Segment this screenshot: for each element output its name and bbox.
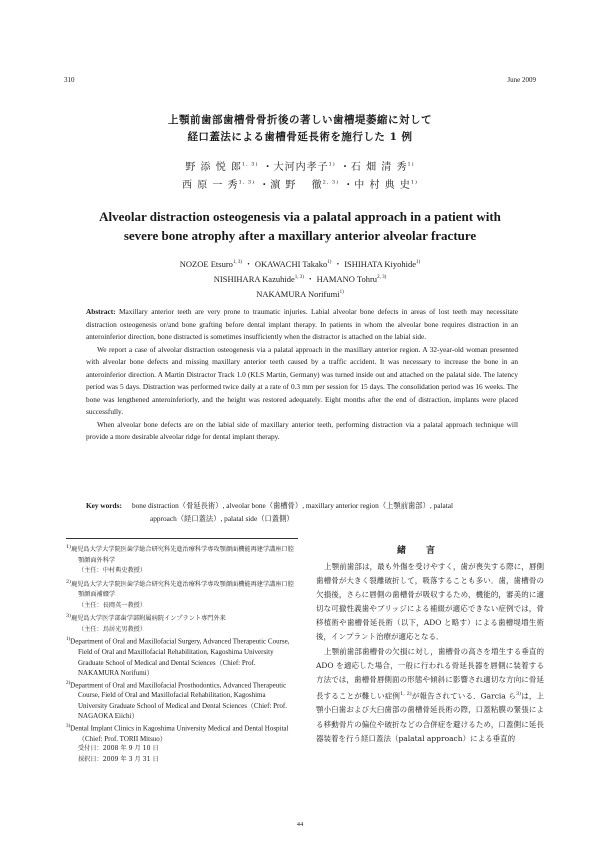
affiliation-en-1: $^{1)}$Department of Oral and Maxillofacial Surgery, Advanced Therapeutic Course, Field of Oral and Maxillofacial Rehabilitation, Kagoshima University Graduate School of Medical and Dental Sciences（Chief: Prof. NAKAMURA Norifumi） <box>66 637 290 678</box>
author-name: ・ HAMANO Tohru <box>306 273 378 284</box>
abstract-paragraph-2: We report a case of alveolar distraction osteogenesis via a palatal approach in the maxillary anterior region. A 32-year-old woman presented with alveolar bone defects and missing maxillary anterior teeth caused by a traffic accident. It was necessary to increase the bone in an anteroinferior direction. A Martin Distractor Track 1.0 (KLS Martin, Germany) was turned inside out and attached on the palatal side. The latency period was 5 days. Distraction was performed twice daily at a rate of 0.3 mm per session for 15 days. The consolidation period was 16 weeks. The bone was lengthened anteroinferiorly, and the height was restored adequately. Eight months after the end of distraction, implants were placed successfully. <box>86 344 518 416</box>
affiliations <box>66 542 296 765</box>
en-authors-line-3 <box>0 286 600 301</box>
affiliation-en-2: $^{2)}$Department of Oral and Maxillofacial Prosthodontics, Advanced Therapeutic Course, Field of Oral and Maxillofacial Rehabilitation, Kagoshima University Graduate School of Medical and Dental Sciences（Chief: Prof. NAGAOKA Eiichi） <box>66 680 287 721</box>
author-affil: 1, 3) <box>241 161 259 168</box>
body-paragraph-1: 上顎前歯部は，最も外傷を受けやすく，歯が喪失する際に，唇側歯槽骨が大きく裂離破折して，吸落することも多い．歯，歯槽骨の欠損後，さらに唇側の歯槽骨が吸収するため，機能的，審美的に適切な可撤性義歯やブリッジによる補綴が適応できない症例では，骨移植術や歯槽骨延長術（以下，ADO と略す）による歯槽堤増生術後，インプラント治療が適応となる． <box>316 562 544 642</box>
keywords <box>86 500 518 525</box>
en-title-line-2: severe bone atrophy after a maxillary anterior alveolar fracture <box>123 228 477 243</box>
author-affil: 1, 3) <box>238 179 256 186</box>
author-affil: 1, 3) <box>232 260 243 265</box>
abstract-paragraph-1: Maxillary anterior teeth are very prone to traumatic injuries. Labial alveolar bone defects in areas of lost teeth may necessitate distraction osteogenesis or/and bone grafting before dental implant therapy. In patients in whom the alveolar bone requires distraction in an anteroinferior direction, bone distracted is sometimes insufficiently when the distractor is attached on the labial side. <box>86 307 518 341</box>
author-affil: 1) <box>339 289 344 295</box>
body-text <box>316 560 544 746</box>
author-name: NAKAMURA Norifumi <box>256 288 340 299</box>
author-name: NISHIHARA Kazuhide <box>213 273 295 284</box>
author-name: ・中 村 典 史 <box>343 180 411 191</box>
keywords-line-2: approach（経口蓋法）, palatal side（口蓋側） <box>150 513 294 523</box>
jp-authors-line-2 <box>0 176 600 191</box>
en-authors-line-1 <box>0 256 600 271</box>
jp-title-line-1: 上顎前歯部歯槽骨骨折後の著しい歯槽堤萎縮に対して <box>168 114 432 126</box>
affiliation-jp-1-chief: （主任：中村典史教授） <box>78 567 147 575</box>
body-paragraph-2: 上顎前歯部歯槽骨の欠損に対し，歯槽骨の高さを増生する垂直的 ADO を適応した場合，一般に行われる骨延長器を唇側に装着する方法では，歯槽骨唇側面の形態や傾斜に影響され適切な方向に骨延長することが難しい症例$^{1, 2)}$が報告されている．Garcia ら$^{3)}$は，上顎小臼歯および大臼歯部の歯槽骨延長術の際，口蓋粘膜の緊張による移動骨片の偏位や破折などの合併症を避けるため，口蓋側に延長器装着を行う経口蓋法（palatal approach）による垂直的 <box>316 646 545 743</box>
author-name: ・大河内孝子 <box>262 162 329 173</box>
footnote-divider <box>66 538 298 539</box>
footer-page-number: 44 <box>296 821 304 828</box>
keywords-label: Key words: <box>86 501 122 510</box>
en-title <box>70 207 530 245</box>
en-authors-line-2 <box>0 271 600 286</box>
affiliation-jp-3-chief: （主任：鳥居光男教授） <box>78 625 147 633</box>
author-affil: 1) <box>416 260 421 265</box>
accepted-date: 採択日：2009 年 3 月 31 日 <box>78 755 159 763</box>
author-name: ・濵 野 徹 <box>259 180 323 191</box>
author-affil: 1) <box>327 260 332 265</box>
en-title-line-1: Alveolar distraction osteogenesis via a palatal approach in a patient with <box>99 209 501 224</box>
affiliation-jp-3: $^{3)}$鹿児島大学医学部歯学部附属病院インプラント専門外来 <box>66 613 226 623</box>
author-affil: 1) <box>407 161 415 168</box>
jp-authors-line-1 <box>0 158 600 173</box>
author-name: ・ OKAWACHI Takako <box>244 258 328 269</box>
affiliation-en-3: $^{3)}$Dental Implant Clinics in Kagoshima University Medical and Dental Hospital（Chief: Prof. TORII Mitsuo） <box>66 723 289 743</box>
author-name: 西 原 一 秀 <box>182 180 239 191</box>
jp-title-line-2: 経口蓋法による歯槽骨延長術を施行した 1 例 <box>187 131 413 143</box>
journal-date: June 2009 <box>507 76 536 84</box>
abstract <box>86 306 518 444</box>
affiliation-jp-1: $^{1)}$鹿児島大学大学院医歯学総合研究科先進治療科学専攻顎顔面機能再建学講座口腔顎顔面外科学 <box>66 544 294 564</box>
received-date: 受付日：2008 年 9 月 10 日 <box>78 745 159 753</box>
affiliation-jp-2: $^{2)}$鹿児島大学大学院医歯学総合研究科先進治療科学専攻顎顔面機能再建学講座口腔顎顔面補綴学 <box>66 578 294 599</box>
page-number: 310 <box>64 76 75 84</box>
affiliation-jp-2-chief: （主任：長岡英一教授） <box>78 601 147 609</box>
author-affil: 1) <box>328 161 336 168</box>
author-affil: 2, 3) <box>377 274 387 280</box>
author-name: 野 添 悦 郎 <box>185 162 242 173</box>
abstract-paragraph-3: When alveolar bone defects are on the labial side of maxillary anterior teeth, performing distraction via a palatal approach technique will provide a more desirable alveolar ridge for dental implant therapy. <box>86 419 518 441</box>
author-name: NOZOE Etsuro <box>179 258 233 269</box>
en-authors <box>0 256 600 300</box>
author-affil: 2, 3) <box>322 179 340 186</box>
author-name: ・石 畑 清 秀 <box>339 162 408 173</box>
abstract-label: Abstract: <box>86 307 116 316</box>
author-affil: 1) <box>410 179 418 186</box>
keywords-line-1: bone distraction（骨延長術）, alveolar bone（歯槽骨）, maxillary anterior region（上顎前歯部）, palatal <box>132 501 453 510</box>
author-name: ・ ISHIHATA Kiyohide <box>333 258 417 269</box>
author-affil: 1, 3) <box>294 274 304 280</box>
section-heading-introduction: 緒言 <box>396 546 455 556</box>
